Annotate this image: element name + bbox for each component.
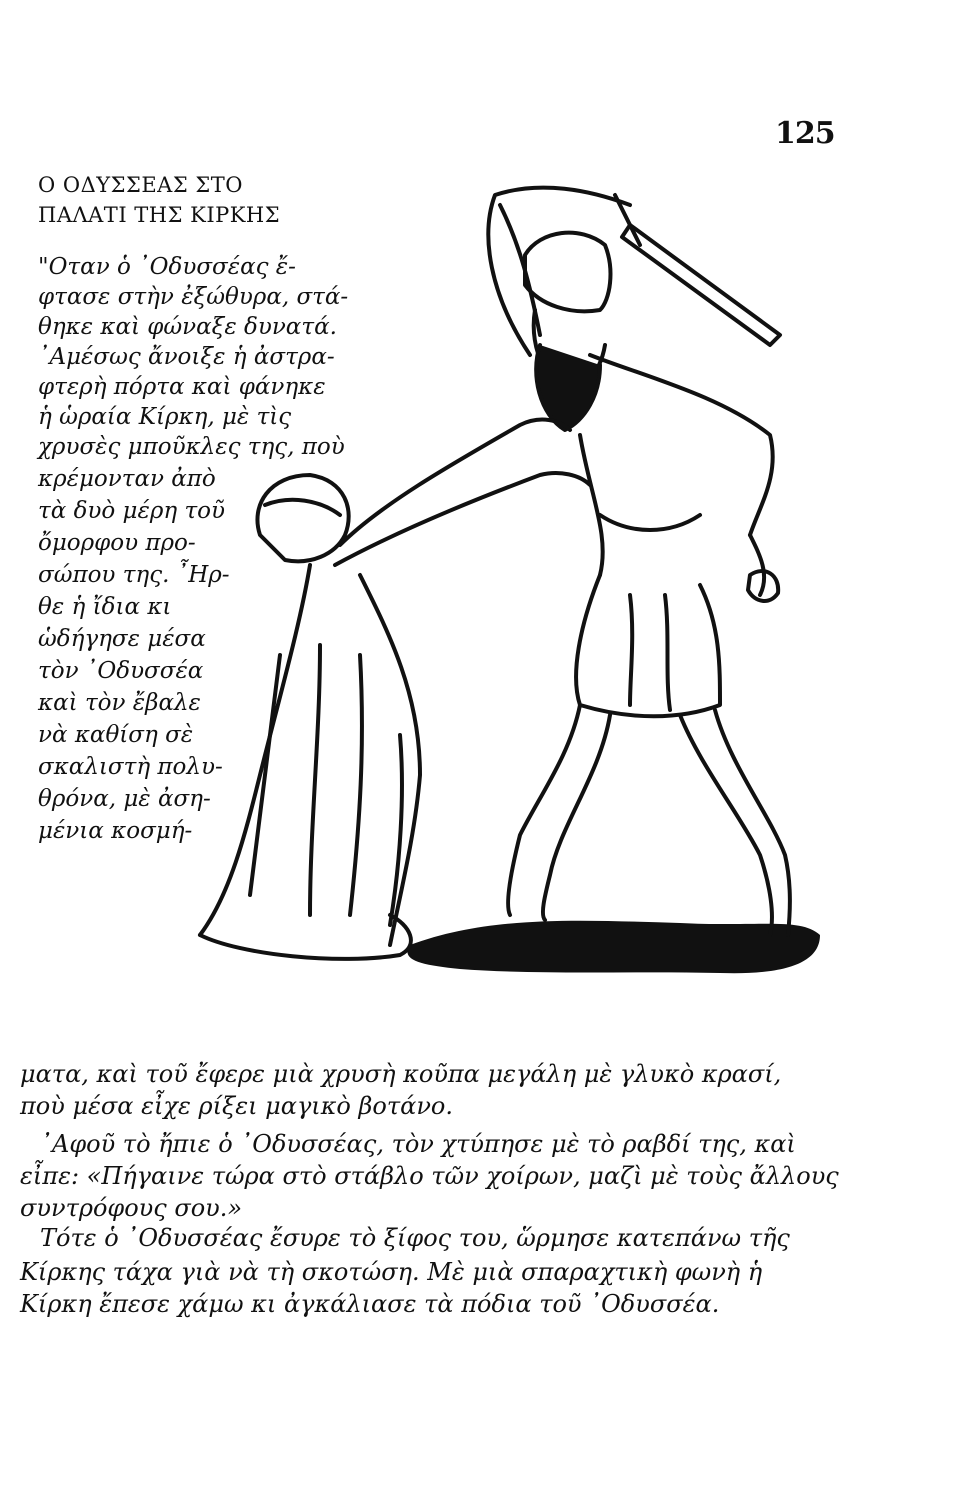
beard bbox=[536, 345, 600, 430]
bottom-line: εἶπε: «Πήγαινε τώρα στὸ στάβλο τῶν χοίρων, μαζὶ μὲ τοὺς ἄλλους bbox=[20, 1162, 839, 1190]
tunic bbox=[576, 575, 720, 716]
bottom-line: ματα, καὶ τοῦ ἔφερε μιὰ χρυσὴ κοῦπα μεγάλη μὲ γλυκὸ κρασί, bbox=[20, 1060, 782, 1088]
side-line: ᾿Αμέσως ἄνοιξε ἡ ἀστρα- bbox=[38, 344, 335, 370]
sword bbox=[622, 225, 780, 345]
woman-body bbox=[200, 565, 310, 935]
side-line: θηκε καὶ φώναξε δυνατά. bbox=[38, 314, 337, 340]
helmet bbox=[525, 233, 610, 312]
side-line: ὡδήγησε μέσα bbox=[38, 626, 206, 652]
side-line: τὰ δυὸ μέρη τοῦ bbox=[38, 498, 226, 524]
side-line: μένια κοσμή- bbox=[38, 818, 193, 844]
side-line: νὰ καθίση σὲ bbox=[38, 722, 194, 748]
side-line: χρυσὲς μποῦκλες της, ποὺ bbox=[38, 434, 345, 460]
chapter-title-line-2: ΠΑΛΑΤΙ ΤΗΣ ΚΙΡΚΗΣ bbox=[38, 203, 281, 227]
bottom-line: συντρόφους σου.» bbox=[20, 1194, 243, 1222]
odysseus-circe-illustration bbox=[160, 175, 960, 1005]
side-line: σκαλιστὴ πολυ- bbox=[38, 754, 223, 780]
bottom-line: Τότε ὁ ᾿Οδυσσέας ἔσυρε τὸ ξίφος του, ὥρμησε κατεπάνω τῆς bbox=[40, 1224, 790, 1252]
woman-robe bbox=[200, 915, 411, 959]
side-line: θρόνα, μὲ ἀση- bbox=[38, 786, 211, 812]
ground-shadow bbox=[407, 921, 820, 974]
leg-left bbox=[508, 705, 580, 915]
woman-head bbox=[257, 475, 348, 561]
side-line: φτασε στὴν ἐξώθυρα, στά- bbox=[38, 284, 349, 310]
side-line: "Οταν ὁ ᾿Οδυσσέας ἔ- bbox=[38, 254, 296, 280]
bottom-line: ποὺ μέσα εἶχε ρίξει μαγικὸ βοτάνο. bbox=[20, 1092, 453, 1120]
woman-arms bbox=[340, 420, 570, 545]
side-line: κρέμονταν ἀπὸ bbox=[38, 466, 216, 492]
side-line: ὄμορφου προ- bbox=[38, 530, 196, 556]
side-line: ἡ ὡραία Κίρκη, μὲ τὶς bbox=[38, 404, 292, 430]
side-line: φτερὴ πόρτα καὶ φάνηκε bbox=[38, 374, 326, 400]
side-line: τὸν ᾿Οδυσσέα bbox=[38, 658, 204, 684]
side-line: θε ἡ ἴδια κι bbox=[38, 594, 172, 620]
side-line: καὶ τὸν ἔβαλε bbox=[38, 690, 201, 716]
side-line: σώπου της. ῏Ηρ- bbox=[38, 562, 230, 588]
bottom-line: Κίρκης τάχα γιὰ νὰ τὴ σκοτώση. Μὲ μιὰ σπαραχτικὴ φωνὴ ἡ bbox=[20, 1258, 763, 1286]
torso bbox=[590, 355, 773, 535]
leg-right bbox=[680, 715, 772, 935]
bottom-line: ᾿Αφοῦ τὸ ἤπιε ὁ ᾿Οδυσσέας, τὸν χτύπησε μὲ τὸ ραβδί της, καὶ bbox=[40, 1130, 796, 1158]
bottom-line: Κίρκη ἔπεσε χάμω κι ἀγκάλιασε τὰ πόδια τοῦ ᾿Οδυσσέα. bbox=[20, 1290, 720, 1318]
chapter-title-line-1: Ο ΟΔΥΣΣΕΑΣ ΣΤΟ bbox=[38, 173, 243, 197]
page-number: 125 bbox=[775, 116, 835, 151]
